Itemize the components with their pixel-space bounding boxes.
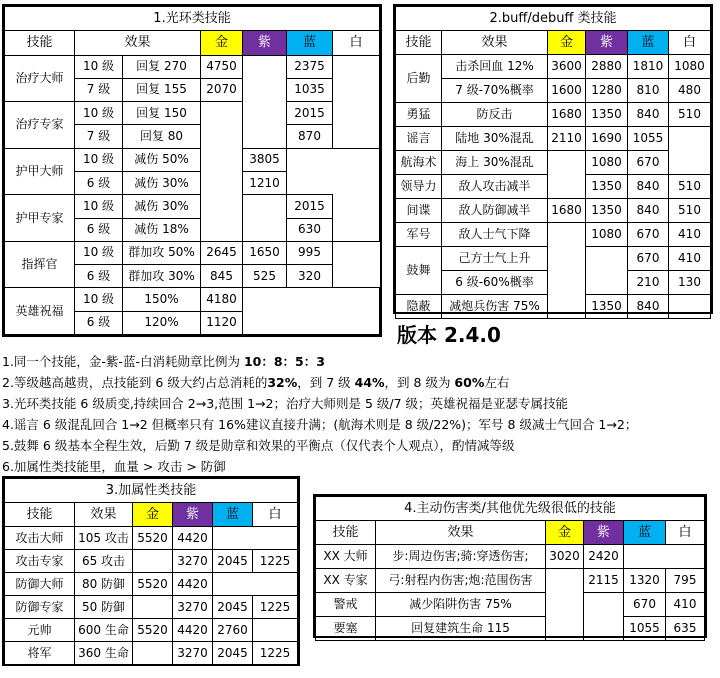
cost-blue: 2375 xyxy=(287,55,333,78)
col-skill: 技能 xyxy=(5,31,75,55)
effect: 105 攻击 xyxy=(75,527,133,550)
note-4: 4.谣言 6 级混乱回合 1→2 但概率只有 16%建议直接升满；(航海术则是 8 级/22%)；军号 8 级减士气回合 1→2； xyxy=(2,417,638,432)
cost-gold xyxy=(133,596,173,619)
table-row xyxy=(396,199,711,223)
cost-white: 995 xyxy=(287,241,333,264)
cost-white: 480 xyxy=(669,79,711,103)
note-5: 5.鼓舞 6 级基本全程生效，后勤 7 级是勋章和效果的平衡点（仅代表个人观点），酌情减等级 xyxy=(2,438,515,453)
table-row xyxy=(396,151,711,175)
empty-cell xyxy=(624,545,705,569)
version-label: 版本 2.4.0 xyxy=(397,323,501,347)
col-effect: 效果 xyxy=(75,503,133,527)
cost-blue: 2760 xyxy=(213,619,253,642)
skill-name: 将军 xyxy=(5,642,75,665)
cost-white: 510 xyxy=(669,103,711,127)
cost-blue: 210 xyxy=(628,271,669,295)
table-row xyxy=(316,617,705,641)
cost-blue: 1650 xyxy=(243,241,287,264)
cost-blue: 1035 xyxy=(287,78,333,101)
skill-name: 防御大师 xyxy=(5,573,75,596)
cost-purple: 3270 xyxy=(173,550,213,573)
col-gold: 金 xyxy=(133,503,173,527)
cost-blue: 670 xyxy=(628,247,669,271)
table-row xyxy=(5,241,380,264)
table-row xyxy=(5,55,380,78)
table-row xyxy=(5,596,298,619)
cost-white: 410 xyxy=(669,223,711,247)
col-effect: 效果 xyxy=(442,31,548,55)
skill-name: 隐蔽 xyxy=(396,295,442,319)
cost-white xyxy=(333,195,380,242)
col-purple: 紫 xyxy=(584,521,624,545)
cost-white xyxy=(669,295,711,319)
skill-name: 领导力 xyxy=(396,175,442,199)
cost-purple: 1080 xyxy=(586,223,628,247)
effect: 回复 270 xyxy=(123,55,201,78)
cost-purple: 4420 xyxy=(173,619,213,642)
table-title: 4.主动伤害类/其他优先级很低的技能 xyxy=(316,497,705,521)
skill-name: 勇猛 xyxy=(396,103,442,127)
skill-name: 护甲专家 xyxy=(5,195,75,242)
cost-blue: 2015 xyxy=(287,195,333,218)
cost-purple: 1350 xyxy=(586,199,628,223)
table-row xyxy=(5,102,380,125)
cost-purple: 2115 xyxy=(584,569,624,593)
table-row xyxy=(5,619,298,642)
skill-name: 英雄祝福 xyxy=(5,288,75,335)
col-skill: 技能 xyxy=(5,503,75,527)
cost-white: 1225 xyxy=(253,642,298,665)
col-effect: 效果 xyxy=(376,521,546,545)
table-row xyxy=(5,148,380,171)
note-2: 2.等级越高越贵，点技能到 6 级大约占总消耗的32%，到 7 级 44%，到 8 级为 60%左右 xyxy=(2,375,510,390)
cost-purple: 1280 xyxy=(586,79,628,103)
cost-gold xyxy=(548,151,586,199)
skill-name: 攻击专家 xyxy=(5,550,75,573)
effect: 陆地 30%混乱 xyxy=(442,127,548,151)
table-row xyxy=(5,550,298,573)
cost-gold: 1680 xyxy=(548,103,586,127)
col-skill: 技能 xyxy=(396,31,442,55)
level: 6 级 xyxy=(75,311,123,334)
cost-white: 1080 xyxy=(669,55,711,79)
level: 10 级 xyxy=(75,55,123,78)
aura-skills-table xyxy=(2,4,382,337)
col-white: 白 xyxy=(253,503,298,527)
cost-gold: 5520 xyxy=(133,527,173,550)
col-white: 白 xyxy=(333,31,380,55)
level: 10 级 xyxy=(75,288,123,311)
col-skill: 技能 xyxy=(316,521,376,545)
cost-blue: 2045 xyxy=(213,642,253,665)
col-purple: 紫 xyxy=(173,503,213,527)
effect: 减少陷阱伤害 75% xyxy=(376,593,546,617)
cost-purple: 2880 xyxy=(586,55,628,79)
col-blue: 蓝 xyxy=(213,503,253,527)
col-gold: 金 xyxy=(546,521,584,545)
cost-blue: 1055 xyxy=(624,617,666,641)
cost-purple xyxy=(243,195,287,242)
effect: 回复 80 xyxy=(123,125,201,148)
table-row xyxy=(316,569,705,593)
cost-gold: 2070 xyxy=(201,78,243,101)
effect: 敌人士气下降 xyxy=(442,223,548,247)
effect: 50 防御 xyxy=(75,596,133,619)
skill-name: 治疗大师 xyxy=(5,55,75,102)
cost-white: 510 xyxy=(669,199,711,223)
effect: 敌人攻击减半 xyxy=(442,175,548,199)
cost-blue: 840 xyxy=(628,295,669,319)
empty-cell xyxy=(213,573,298,596)
empty-cell xyxy=(243,288,380,335)
effect: 防反击 xyxy=(442,103,548,127)
cost-purple: 845 xyxy=(201,265,243,288)
cost-purple: 3270 xyxy=(173,642,213,665)
col-purple: 紫 xyxy=(586,31,628,55)
note-3: 3.光环类技能 6 级质变,持续回合 2→3,范围 1→2；治疗大师则是 5 级/7 级；英雄祝福是亚瑟专属技能 xyxy=(2,396,569,411)
cost-blue: 670 xyxy=(624,593,666,617)
cost-white xyxy=(669,127,711,175)
col-blue: 蓝 xyxy=(628,31,669,55)
cost-blue: 840 xyxy=(628,103,669,127)
effect: 150% xyxy=(123,288,201,311)
cost-white: 1225 xyxy=(253,596,298,619)
col-white: 白 xyxy=(666,521,705,545)
cost-blue: 840 xyxy=(628,175,669,199)
skill-name: 谣言 xyxy=(396,127,442,151)
table-row xyxy=(5,642,298,665)
cost-purple: 1080 xyxy=(586,151,628,175)
cost-blue: 2045 xyxy=(213,550,253,573)
cost-gold: 1120 xyxy=(201,311,243,334)
table-row xyxy=(396,55,711,79)
cost-gold: 5520 xyxy=(133,619,173,642)
skill-name: 后勤 xyxy=(396,55,442,103)
cost-purple: 1690 xyxy=(586,127,628,151)
effect: 120% xyxy=(123,311,201,334)
col-effect: 效果 xyxy=(75,31,201,55)
cost-white: 130 xyxy=(669,271,711,295)
cost-gold xyxy=(546,569,584,641)
level: 7 级 xyxy=(75,78,123,101)
cost-purple xyxy=(584,593,624,641)
cost-gold: 5520 xyxy=(133,573,173,596)
col-blue: 蓝 xyxy=(287,31,333,55)
cost-purple: 2420 xyxy=(584,545,624,569)
effect: 减炮兵伤害 75% xyxy=(442,295,548,319)
cost-gold: 3020 xyxy=(546,545,584,569)
skill-name: 攻击大师 xyxy=(5,527,75,550)
effect: 回复 155 xyxy=(123,78,201,101)
cost-gold xyxy=(133,642,173,665)
col-gold: 金 xyxy=(201,31,243,55)
cost-purple: 1350 xyxy=(586,175,628,199)
damage-other-skills-table xyxy=(313,494,707,638)
cost-purple: 4420 xyxy=(173,573,213,596)
cost-gold: 4180 xyxy=(201,288,243,311)
cost-blue: 840 xyxy=(628,199,669,223)
effect: 群加攻 30% xyxy=(123,265,201,288)
cost-white: 410 xyxy=(669,247,711,271)
effect: 7 级-70%概率 xyxy=(442,79,548,103)
effect: 600 生命 xyxy=(75,619,133,642)
table-row xyxy=(396,79,711,103)
level: 6 级 xyxy=(75,218,123,241)
table-title: 2.buff/debuff 类技能 xyxy=(396,7,711,31)
skill-name: 间谍 xyxy=(396,199,442,223)
table-row xyxy=(316,593,705,617)
level: 10 级 xyxy=(75,102,123,125)
level: 10 级 xyxy=(75,195,123,218)
effect: 80 防御 xyxy=(75,573,133,596)
cost-white: 1225 xyxy=(253,550,298,573)
effect: 减伤 50% xyxy=(123,148,201,171)
cost-gold: 1600 xyxy=(548,79,586,103)
effect: 回复建筑生命 115 xyxy=(376,617,546,641)
table-row xyxy=(396,223,711,247)
skill-name: 防御专家 xyxy=(5,596,75,619)
skill-name: 警戒 xyxy=(316,593,376,617)
cost-white: 795 xyxy=(666,569,705,593)
level: 10 级 xyxy=(75,148,123,171)
empty-cell xyxy=(287,148,380,195)
table-row xyxy=(5,288,380,311)
skill-name: XX 大师 xyxy=(316,545,376,569)
effect: 回复 150 xyxy=(123,102,201,125)
level: 10 级 xyxy=(75,241,123,264)
col-white: 白 xyxy=(669,31,711,55)
cost-gold: 3600 xyxy=(548,55,586,79)
cost-blue: 2015 xyxy=(287,102,333,125)
skill-name: 鼓舞 xyxy=(396,247,442,295)
cost-purple: 3270 xyxy=(173,596,213,619)
table-title: 3.加属性类技能 xyxy=(5,479,298,503)
level: 6 级 xyxy=(75,171,123,194)
cost-white: 320 xyxy=(287,265,333,288)
note-6: 6.加属性类技能里，血量 > 攻击 > 防御 xyxy=(2,459,226,474)
table-row xyxy=(5,573,298,596)
effect: 弓:射程内伤害;炮:范围伤害 xyxy=(376,569,546,593)
cost-blue: 525 xyxy=(243,265,287,288)
effect: 减伤 30% xyxy=(123,195,201,218)
skill-name: 指挥官 xyxy=(5,241,75,288)
col-blue: 蓝 xyxy=(624,521,666,545)
skill-name: XX 专家 xyxy=(316,569,376,593)
skill-name: 治疗专家 xyxy=(5,102,75,149)
cost-blue: 670 xyxy=(628,151,669,175)
cost-blue: 630 xyxy=(287,218,333,241)
notes xyxy=(2,351,718,477)
effect: 海上 30%混乱 xyxy=(442,151,548,175)
cost-blue: 2045 xyxy=(213,596,253,619)
effect: 步:周边伤害;骑:穿透伤害; xyxy=(376,545,546,569)
cost-purple: 3805 xyxy=(243,148,287,171)
skill-name: 元帅 xyxy=(5,619,75,642)
effect: 群加攻 50% xyxy=(123,241,201,264)
effect: 减伤 18% xyxy=(123,218,201,241)
cost-purple: 1210 xyxy=(243,171,287,194)
cost-white: 410 xyxy=(666,593,705,617)
cost-blue: 810 xyxy=(628,79,669,103)
effect: 65 攻击 xyxy=(75,550,133,573)
table-title: 1.光环类技能 xyxy=(5,7,380,31)
effect: 减伤 30% xyxy=(123,171,201,194)
effect: 敌人防御减半 xyxy=(442,199,548,223)
level: 7 级 xyxy=(75,125,123,148)
cost-blue: 1810 xyxy=(628,55,669,79)
col-gold: 金 xyxy=(548,31,586,55)
table-row xyxy=(316,545,705,569)
table-row xyxy=(5,527,298,550)
skill-name: 航海术 xyxy=(396,151,442,175)
effect: 6 级-60%概率 xyxy=(442,271,548,295)
cost-blue: 1055 xyxy=(628,127,669,151)
cost-white xyxy=(333,55,380,148)
col-purple: 紫 xyxy=(243,31,287,55)
cost-white: 510 xyxy=(669,175,711,199)
skill-name: 护甲大师 xyxy=(5,148,75,195)
cost-gold: 1680 xyxy=(548,199,586,223)
table-row xyxy=(396,103,711,127)
cost-gold xyxy=(133,550,173,573)
cost-blue: 870 xyxy=(287,125,333,148)
cost-purple xyxy=(586,247,628,295)
attribute-skills-table xyxy=(2,476,300,666)
buff-debuff-skills-table xyxy=(393,4,713,314)
cost-purple: 4420 xyxy=(173,527,213,550)
cost-blue: 670 xyxy=(628,223,669,247)
cost-gold: 4750 xyxy=(201,55,243,78)
empty-cell xyxy=(213,527,298,550)
cost-purple: 1350 xyxy=(586,103,628,127)
table-row xyxy=(5,195,380,218)
effect: 击杀回血 12% xyxy=(442,55,548,79)
cost-purple: 2645 xyxy=(201,241,243,264)
skill-name: 军号 xyxy=(396,223,442,247)
note-1: 1.同一个技能，金-紫-蓝-白消耗勋章比例为 10：8：5：3 xyxy=(2,354,325,369)
effect: 360 生命 xyxy=(75,642,133,665)
cost-white: 635 xyxy=(666,617,705,641)
cost-gold xyxy=(548,223,586,319)
cost-white xyxy=(253,619,298,642)
cost-blue: 1320 xyxy=(624,569,666,593)
level: 6 级 xyxy=(75,265,123,288)
effect: 己方士气上升 xyxy=(442,247,548,271)
cost-gold: 2110 xyxy=(548,127,586,151)
table-row xyxy=(396,127,711,151)
cost-purple xyxy=(243,55,287,148)
cost-purple: 1350 xyxy=(586,295,628,319)
skill-name: 要塞 xyxy=(316,617,376,641)
cost-gold xyxy=(201,102,243,242)
